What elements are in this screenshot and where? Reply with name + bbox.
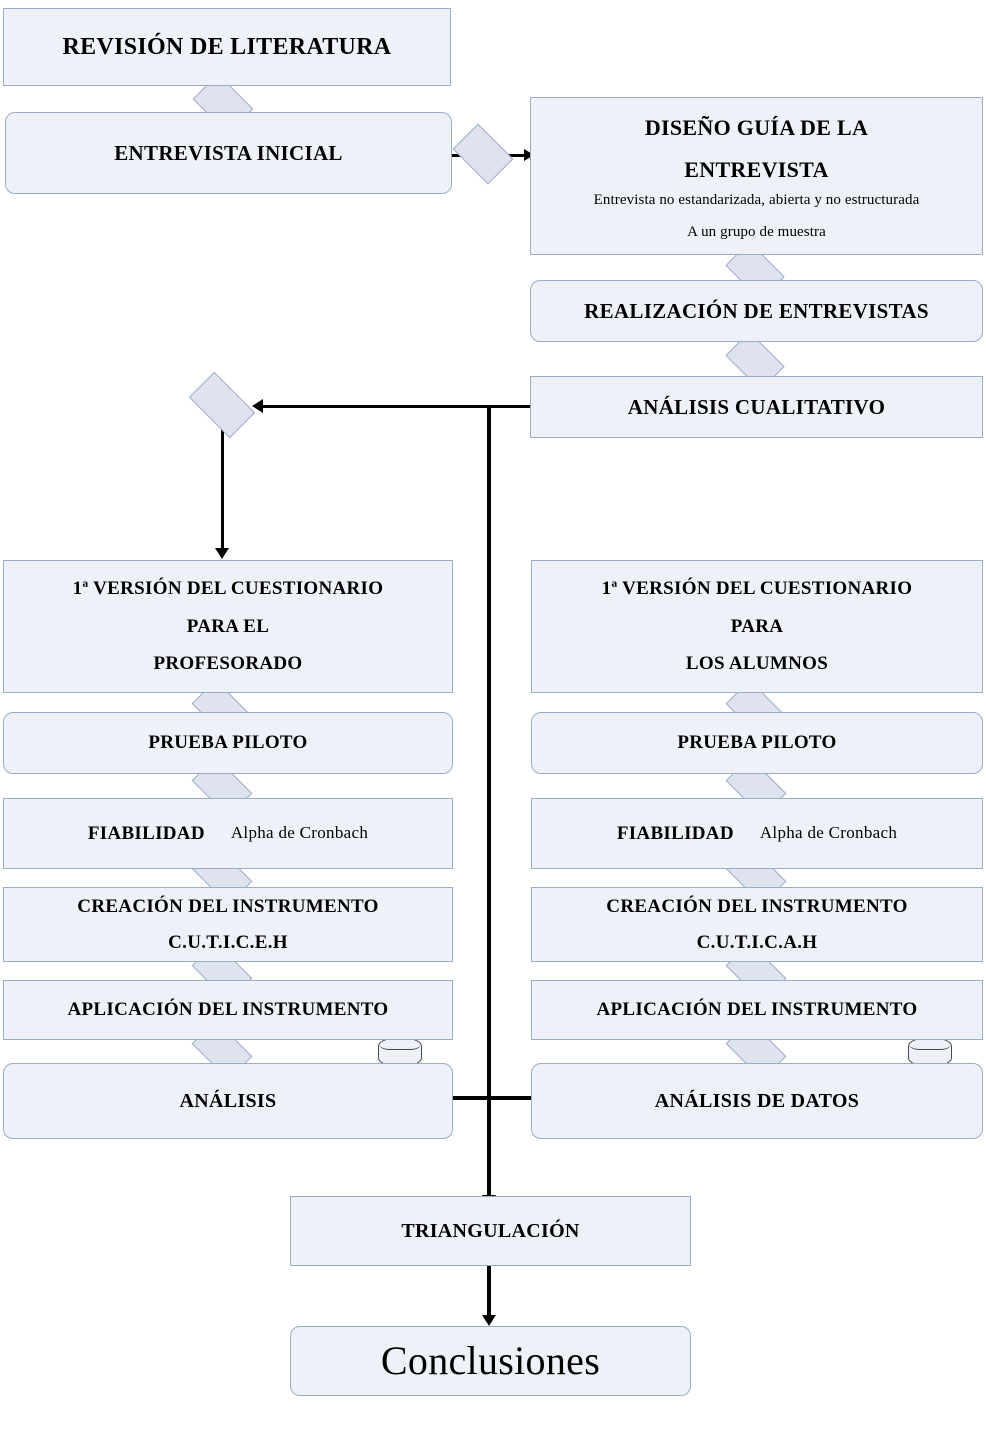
node-fiabilidad-alumnos-label: FIABILIDAD	[616, 822, 734, 844]
connector-rombo-cuestionario-prof	[221, 424, 224, 554]
node-revision-literatura[interactable]	[3, 8, 451, 86]
connector-center-vertical	[487, 405, 491, 1205]
node-conclusiones[interactable]	[290, 1326, 691, 1396]
node-realizacion-entrevistas[interactable]	[530, 280, 983, 342]
node-aplicacion-instrumento-alumnos-label: APLICACIÓN DEL INSTRUMENTO	[596, 999, 918, 1021]
node-entrevista-inicial-label: ENTREVISTA INICIAL	[114, 140, 343, 165]
node-cuestionario-profesorado-line3: PROFESORADO	[153, 653, 303, 675]
node-diseno-guia[interactable]	[530, 97, 983, 255]
connector-analisis-prof-center	[452, 1096, 492, 1100]
arrowhead-cuestionario-prof	[215, 548, 229, 559]
node-diseno-guia-line1: DISEÑO GUÍA DE LA	[644, 115, 869, 140]
node-creacion-instrumento-alumnos-line1: CREACIÓN DEL INSTRUMENTO	[606, 895, 908, 917]
node-aplicacion-instrumento-alumnos[interactable]	[531, 980, 983, 1040]
connector-triangulacion-conclusiones	[487, 1266, 491, 1322]
node-diseno-guia-line4: A un grupo de muestra	[687, 223, 826, 240]
node-cuestionario-alumnos-line2: PARA	[730, 615, 784, 637]
node-creacion-instrumento-profesorado-line1: CREACIÓN DEL INSTRUMENTO	[77, 895, 379, 917]
node-triangulacion-label: TRIANGULACIÓN	[401, 1219, 580, 1242]
node-revision-literatura-label: REVISIÓN DE LITERATURA	[62, 33, 392, 60]
node-prueba-piloto-profesorado-label: PRUEBA PILOTO	[148, 732, 308, 754]
node-diseno-guia-line3: Entrevista no estandarizada, abierta y no estructurada	[593, 191, 920, 208]
node-cuestionario-profesorado-line2: PARA EL	[186, 615, 270, 637]
node-analisis-profesorado-label: ANÁLISIS	[179, 1089, 277, 1112]
node-cuestionario-profesorado-line1: 1ª VERSIÓN DEL CUESTIONARIO	[72, 578, 384, 600]
node-realizacion-entrevistas-label: REALIZACIÓN DE ENTREVISTAS	[584, 298, 929, 323]
node-analisis-alumnos[interactable]	[531, 1063, 983, 1139]
node-conclusiones-label: Conclusiones	[380, 1338, 601, 1383]
node-creacion-instrumento-profesorado[interactable]	[3, 887, 453, 962]
node-creacion-instrumento-alumnos[interactable]	[531, 887, 983, 962]
node-aplicacion-instrumento-profesorado-label: APLICACIÓN DEL INSTRUMENTO	[67, 999, 389, 1021]
node-prueba-piloto-alumnos-label: PRUEBA PILOTO	[677, 732, 837, 754]
node-fiabilidad-profesorado[interactable]	[3, 798, 453, 869]
node-triangulacion[interactable]	[290, 1196, 691, 1266]
node-analisis-cualitativo[interactable]	[530, 376, 983, 438]
node-fiabilidad-profesorado-note: Alpha de Cronbach	[230, 823, 369, 843]
node-prueba-piloto-profesorado[interactable]	[3, 712, 453, 774]
node-analisis-alumnos-label: ANÁLISIS DE DATOS	[654, 1089, 860, 1112]
node-aplicacion-instrumento-profesorado[interactable]	[3, 980, 453, 1040]
arrowhead-conclusiones	[482, 1315, 496, 1326]
node-analisis-cualitativo-label: ANÁLISIS CUALITATIVO	[627, 394, 886, 419]
connector-diamond-2	[453, 124, 514, 185]
node-entrevista-inicial[interactable]	[5, 112, 452, 194]
node-cuestionario-alumnos[interactable]	[531, 560, 983, 693]
node-cuestionario-alumnos-line3: LOS ALUMNOS	[685, 653, 829, 675]
node-creacion-instrumento-alumnos-line2: C.U.T.I.C.A.H	[696, 931, 818, 953]
node-creacion-instrumento-profesorado-line2: C.U.T.I.C.E.H	[168, 931, 288, 953]
node-prueba-piloto-alumnos[interactable]	[531, 712, 983, 774]
node-fiabilidad-profesorado-label: FIABILIDAD	[87, 822, 205, 844]
node-fiabilidad-alumnos-note: Alpha de Cronbach	[759, 823, 898, 843]
connector-analisis-alum-center	[487, 1096, 532, 1100]
connector-diamond-5	[189, 372, 255, 438]
node-cuestionario-alumnos-line1: 1ª VERSIÓN DEL CUESTIONARIO	[601, 578, 913, 600]
node-analisis-profesorado[interactable]	[3, 1063, 453, 1139]
node-cuestionario-profesorado[interactable]	[3, 560, 453, 693]
node-diseno-guia-line2: ENTREVISTA	[684, 156, 829, 182]
node-fiabilidad-alumnos[interactable]	[531, 798, 983, 869]
